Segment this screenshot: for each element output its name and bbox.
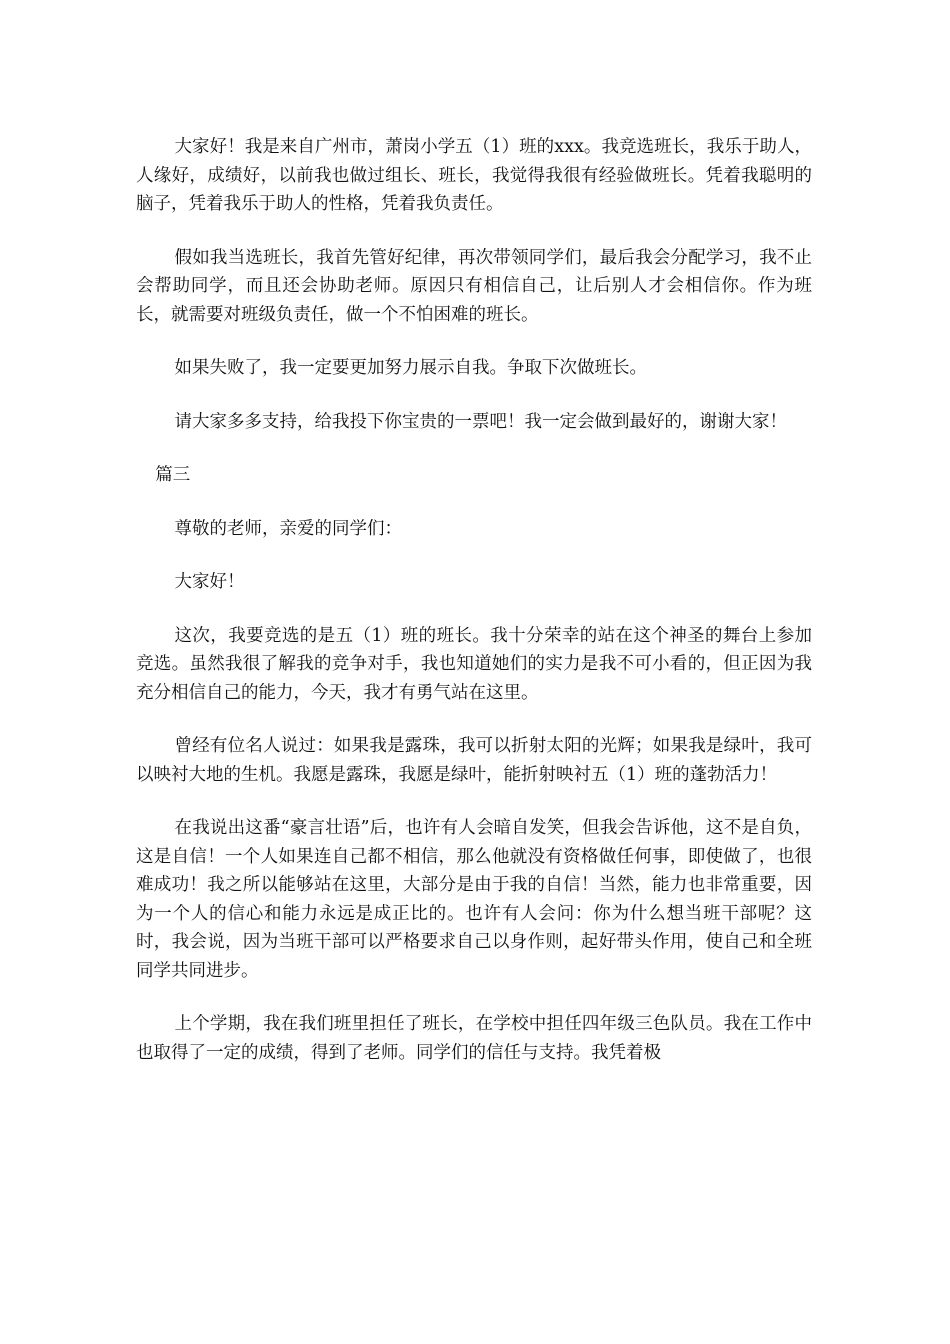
paragraph-greeting: 大家好！ xyxy=(174,572,245,592)
paragraph-salutation: 尊敬的老师，亲爱的同学们： xyxy=(174,518,402,539)
paragraph-support: 请大家多多支持，给我投下你宝贵的一票吧！我一定会做到最好的，谢谢大家！ xyxy=(174,411,787,432)
document-body xyxy=(136,133,812,1067)
paragraph-candidacy: 这次，我要竞选的是五（1）班的班长。我十分荣幸的站在这个神圣的舞台上参加竞选。虽然我很了解我的竞争对手，我也知道她们的实力是我不可小看的，但正因为我充分相信自己的能力，今天，我才有勇气站在这里。 xyxy=(136,625,812,703)
paragraph-intro: 大家好！我是来自广州市，萧岗小学五（1）班的xxx。我竞选班长，我乐于助人，人缘好，成绩好，以前我也做过组长、班长，我觉得我很有经验做班长。凭着我聪明的脑子，凭着我乐于助人的性格，凭着我负责任。 xyxy=(136,137,812,214)
paragraph-failure: 如果失败了，我一定要更加努力展示自我。争取下次做班长。 xyxy=(174,358,647,378)
paragraph-confidence: 在我说出这番“豪言壮语”后，也许有人会暗自发笑，但我会告诉他，这不是自负，这是自信！一个人如果连自己都不相信，那么他就没有资格做任何事，即使做了，也很难成功！我之所以能够站在这里，大部分是由于我的自信！当然，能力也非常重要，因为一个人的信心和能力永远是成正比的。也许有人会问：你为什么想当班干部呢？这时，我会说，因为当班干部可以严格要求自己以身作则，起好带头作用，使自己和全班同学共同进步。 xyxy=(136,818,812,981)
paragraph-experience: 上个学期，我在我们班里担任了班长，在学校中担任四年级三色队员。我在工作中也取得了一定的成绩，得到了老师。同学们的信任与支持。我凭着极 xyxy=(136,1014,812,1063)
paragraph-quote: 曾经有位名人说过：如果我是露珠，我可以折射太阳的光辉；如果我是绿叶，我可以映衬大地的生机。我愿是露珠，我愿是绿叶，能折射映衬五（1）班的蓬勃活力！ xyxy=(136,736,812,785)
section-heading: 篇三 xyxy=(155,465,191,485)
paragraph-plan: 假如我当选班长，我首先管好纪律，再次带领同学们，最后我会分配学习，我不止会帮助同学，而且还会协助老师。原因只有相信自己，让后别人才会相信你。作为班长，就需要对班级负责任，做一个不怕困难的班长。 xyxy=(136,247,812,325)
